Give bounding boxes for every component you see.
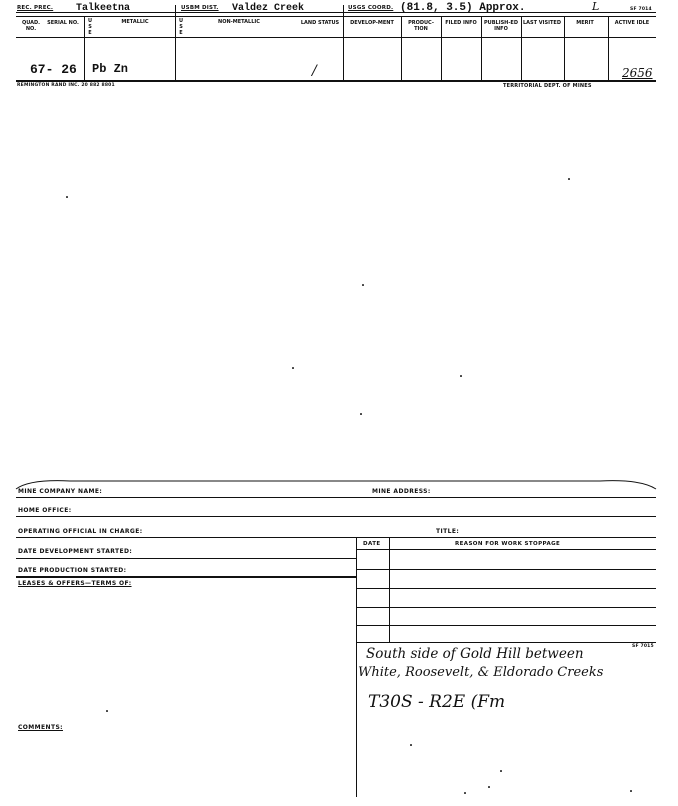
active-idle-value: 2656 <box>622 66 653 80</box>
table-rule <box>356 549 656 550</box>
metallic-value: Pb Zn <box>92 62 129 76</box>
corner-mark: L <box>592 0 600 13</box>
dept-name: TERRITORIAL DEPT. OF MINES <box>503 83 592 89</box>
col-divider <box>608 16 609 80</box>
col-active-idle: ACTIVE IDLE <box>614 20 650 26</box>
form-vertical-divider <box>356 537 357 797</box>
scan-speck <box>362 284 364 286</box>
column-rule <box>16 37 656 38</box>
col-serial-no: SERIAL NO. <box>47 20 79 26</box>
col-land-status: LAND STATUS <box>300 20 340 26</box>
scan-speck <box>410 744 412 746</box>
scan-speck <box>488 786 490 788</box>
col-divider <box>84 16 85 80</box>
col-quad-no: QUAD. NO. <box>21 20 41 32</box>
handwritten-location-line2: White, Roosevelt, & Eldorado Creeks <box>358 665 604 680</box>
header-divider <box>343 5 344 81</box>
comments-label: COMMENTS: <box>18 724 63 731</box>
col-nonmetallic: NON-METALLIC <box>218 19 260 25</box>
usbm-dist-label: USBM DIST. <box>181 5 219 11</box>
table-rule <box>356 625 656 626</box>
form-number-bottom: SF 7015 <box>632 644 654 649</box>
rec-prec-value: Talkeetna <box>76 3 131 14</box>
col-metallic: METALLIC <box>121 19 149 25</box>
col-metallic-use: U S E <box>87 18 93 36</box>
home-office-label: HOME OFFICE: <box>18 507 72 514</box>
operating-official-label: OPERATING OFFICIAL IN CHARGE: <box>18 528 143 535</box>
scan-speck <box>66 196 68 198</box>
table-rule <box>356 569 656 570</box>
date-development-label: DATE DEVELOPMENT STARTED: <box>18 548 133 555</box>
serial-value: 67- 26 <box>30 62 77 77</box>
handwritten-township-range: T30S - R2E (Fm <box>368 692 506 712</box>
form-rule <box>16 558 356 559</box>
col-published-info: PUBLISH-ED INFO <box>483 20 518 32</box>
header-rule <box>16 16 656 17</box>
form-number-top: SF 7014 <box>630 7 652 12</box>
date-column-divider <box>389 537 390 642</box>
usgs-coord-value: (81.8, 3.5) Approx. <box>400 2 526 14</box>
date-column-header: DATE <box>363 541 381 547</box>
rec-prec-label: REC. PREC. <box>17 5 54 11</box>
col-last-visited: LAST VISITED <box>523 20 561 26</box>
scan-speck <box>568 178 570 180</box>
scan-speck <box>460 375 462 377</box>
scan-speck <box>630 790 632 792</box>
land-status-mark: / <box>312 63 317 79</box>
reason-column-header: REASON FOR WORK STOPPAGE <box>455 541 561 547</box>
form-rule <box>16 516 656 517</box>
col-filed-info: FILED INFO <box>445 20 477 26</box>
col-merit: MERIT <box>576 20 594 26</box>
col-production: PRODUC-TION <box>408 20 434 32</box>
mine-address-label: MINE ADDRESS: <box>372 488 431 495</box>
printer-line: REMINGTON RAND INC. 20 882 8801 <box>17 83 115 88</box>
form-rule <box>16 537 656 538</box>
header-divider <box>175 5 176 81</box>
form-rule <box>16 497 656 498</box>
scan-speck <box>292 367 294 369</box>
scan-speck <box>500 770 502 772</box>
leases-label: LEASES & OFFERS—TERMS OF: <box>18 580 132 587</box>
date-production-label: DATE PRODUCTION STARTED: <box>18 567 127 574</box>
title-label: TITLE: <box>436 528 460 535</box>
scan-speck <box>106 710 108 712</box>
form-rule <box>16 576 356 578</box>
table-rule <box>356 588 656 589</box>
scan-speck <box>464 792 466 794</box>
mine-company-name-label: MINE COMPANY NAME: <box>18 488 103 495</box>
usgs-coord-label: USGS COORD. <box>348 5 394 11</box>
usbm-dist-value: Valdez Creek <box>232 3 305 14</box>
row-bottom-rule <box>16 80 656 82</box>
table-rule <box>356 607 656 608</box>
scan-speck <box>360 413 362 415</box>
col-development: DEVELOP-MENT <box>350 20 394 26</box>
col-nonmetallic-use: U S E <box>178 18 184 36</box>
handwritten-location-line1: South side of Gold Hill between <box>366 646 584 662</box>
table-rule <box>356 642 656 643</box>
